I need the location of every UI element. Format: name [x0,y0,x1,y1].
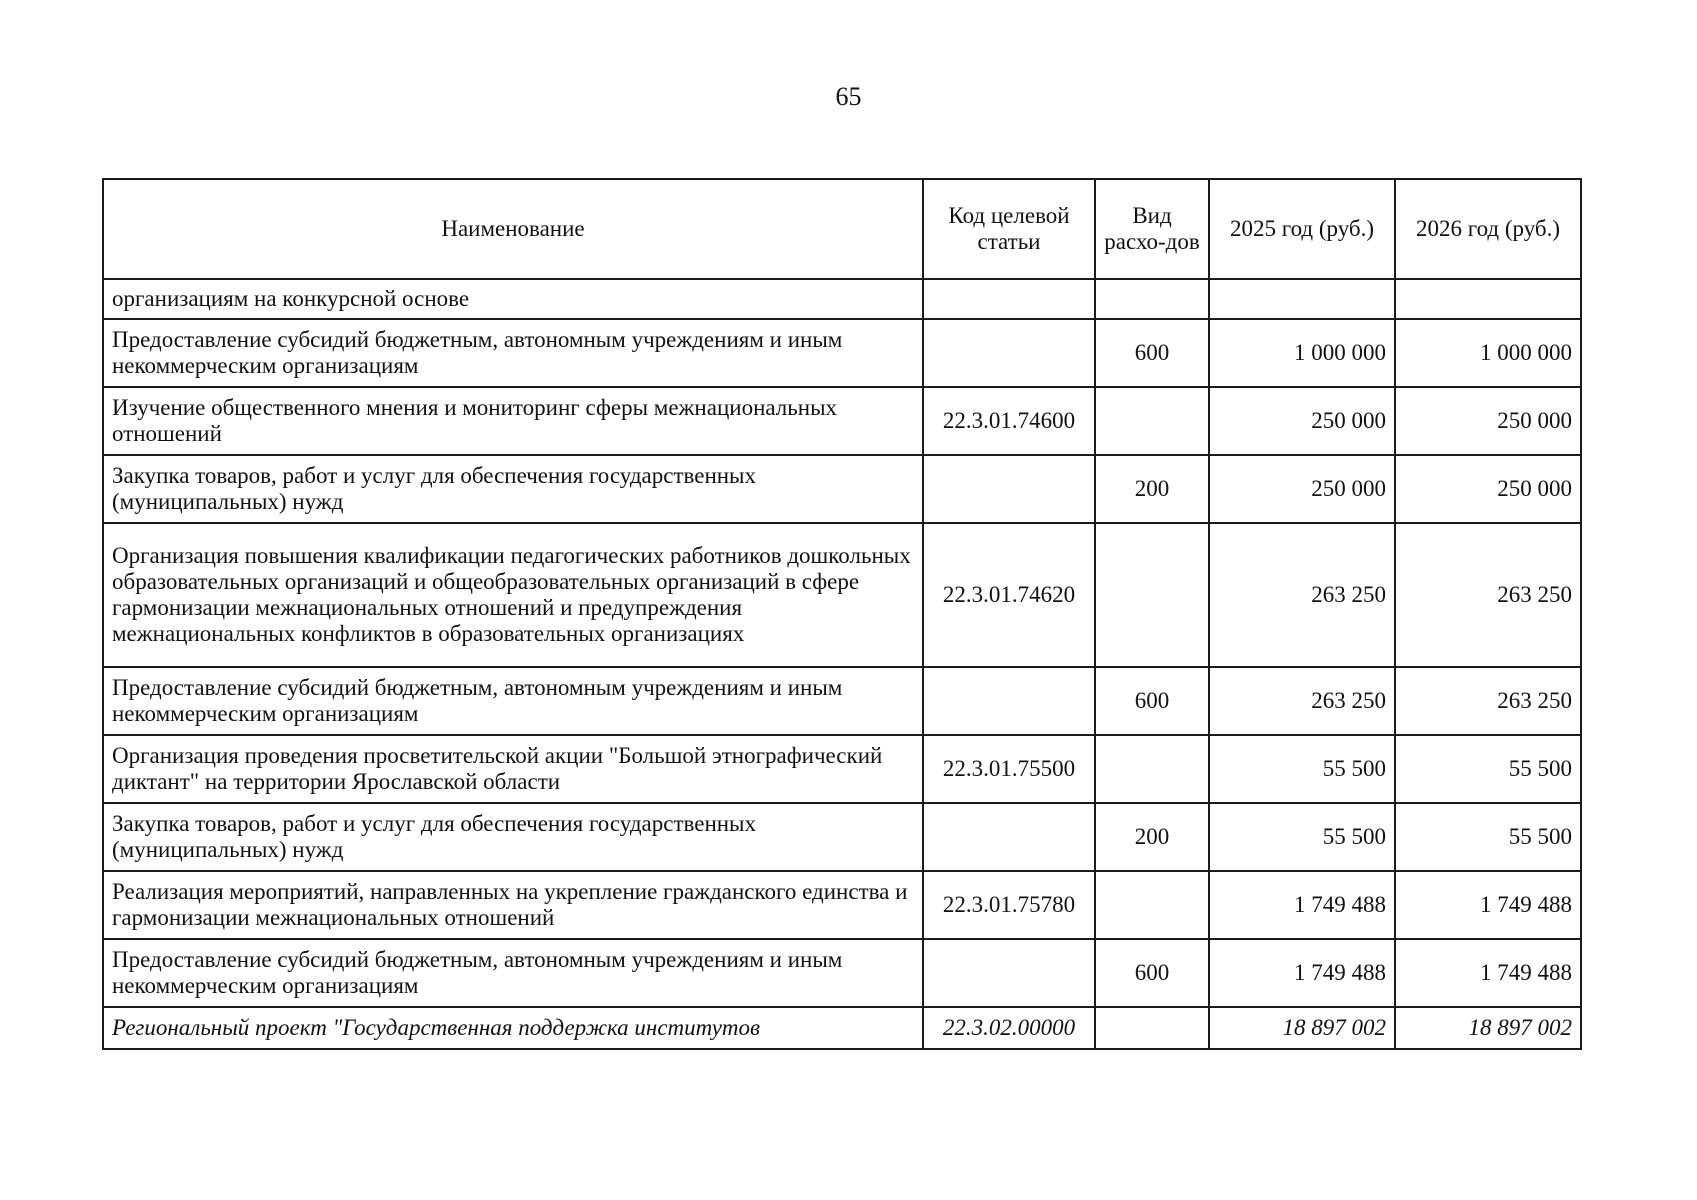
cell-name: Организация проведения просветительской акции "Большой этнографический диктант" на территории Ярославской области [103,735,923,803]
cell-2025: 55 500 [1209,735,1395,803]
cell-name: Предоставление субсидий бюджетным, автономным учреждениям и иным некоммерческим организациям [103,939,923,1007]
cell-2026: 1 749 488 [1395,939,1581,1007]
table-row [103,319,1581,387]
cell-kind [1095,387,1209,455]
cell-code: 22.3.01.75780 [923,871,1095,939]
cell-kind [1095,735,1209,803]
cell-2025 [1209,279,1395,319]
table-header-row [103,179,1581,279]
cell-kind: 600 [1095,939,1209,1007]
cell-2026 [1395,279,1581,319]
table-row [103,1007,1581,1049]
table-row [103,523,1581,667]
page-number: 65 [835,82,862,111]
cell-kind: 600 [1095,319,1209,387]
cell-kind [1095,279,1209,319]
cell-name: Предоставление субсидий бюджетным, автономным учреждениям и иным некоммерческим организациям [103,667,923,735]
cell-2025: 250 000 [1209,455,1395,523]
cell-2025: 250 000 [1209,387,1395,455]
cell-code [923,455,1095,523]
header-2026: 2026 год (руб.) [1395,179,1581,279]
table-body [103,279,1581,1049]
table-row [103,455,1581,523]
cell-kind [1095,523,1209,667]
table-row [103,279,1581,319]
cell-code: 22.3.01.74600 [923,387,1095,455]
cell-2026: 263 250 [1395,523,1581,667]
cell-code [923,667,1095,735]
cell-name: Закупка товаров, работ и услуг для обеспечения государственных (муниципальных) нужд [103,803,923,871]
cell-2025: 263 250 [1209,667,1395,735]
cell-2026: 55 500 [1395,803,1581,871]
table-row [103,667,1581,735]
cell-kind: 200 [1095,803,1209,871]
cell-2025: 55 500 [1209,803,1395,871]
cell-name: Изучение общественного мнения и мониторинг сферы межнациональных отношений [103,387,923,455]
cell-2026: 250 000 [1395,455,1581,523]
cell-name: Реализация мероприятий, направленных на укрепление гражданского единства и гармонизации межнациональных отношений [103,871,923,939]
cell-name: Закупка товаров, работ и услуг для обеспечения государственных (муниципальных) нужд [103,455,923,523]
cell-2025: 263 250 [1209,523,1395,667]
header-name: Наименование [103,179,923,279]
table-row [103,387,1581,455]
cell-2025: 1 749 488 [1209,871,1395,939]
cell-code [923,319,1095,387]
cell-code: 22.3.01.75500 [923,735,1095,803]
cell-2026: 18 897 002 [1395,1007,1581,1049]
cell-kind: 200 [1095,455,1209,523]
header-kind: Вид расхо-дов [1095,179,1209,279]
cell-name: Предоставление субсидий бюджетным, автономным учреждениям и иным некоммерческим организациям [103,319,923,387]
cell-name: организациям на конкурсной основе [103,279,923,319]
cell-2025: 18 897 002 [1209,1007,1395,1049]
cell-code [923,939,1095,1007]
table-row [103,735,1581,803]
budget-table [102,178,1582,1050]
table-row [103,871,1581,939]
cell-kind: 600 [1095,667,1209,735]
cell-2026: 1 000 000 [1395,319,1581,387]
cell-name: Региональный проект "Государственная поддержка институтов [103,1007,923,1049]
cell-kind [1095,871,1209,939]
cell-2026: 55 500 [1395,735,1581,803]
table-row [103,939,1581,1007]
cell-name: Организация повышения квалификации педагогических работников дошкольных образовательных организаций и общеобразовательных организаций в сфере гармонизации межнациональных отношений и предупреждения межнациональных конфликтов в образовательных организациях [103,523,923,667]
header-2025: 2025 год (руб.) [1209,179,1395,279]
cell-2025: 1 000 000 [1209,319,1395,387]
cell-2026: 1 749 488 [1395,871,1581,939]
cell-kind [1095,1007,1209,1049]
cell-code: 22.3.01.74620 [923,523,1095,667]
table-row [103,803,1581,871]
header-code: Код целевой статьи [923,179,1095,279]
cell-2026: 250 000 [1395,387,1581,455]
cell-code [923,279,1095,319]
cell-2025: 1 749 488 [1209,939,1395,1007]
cell-2026: 263 250 [1395,667,1581,735]
cell-code [923,803,1095,871]
cell-code: 22.3.02.00000 [923,1007,1095,1049]
